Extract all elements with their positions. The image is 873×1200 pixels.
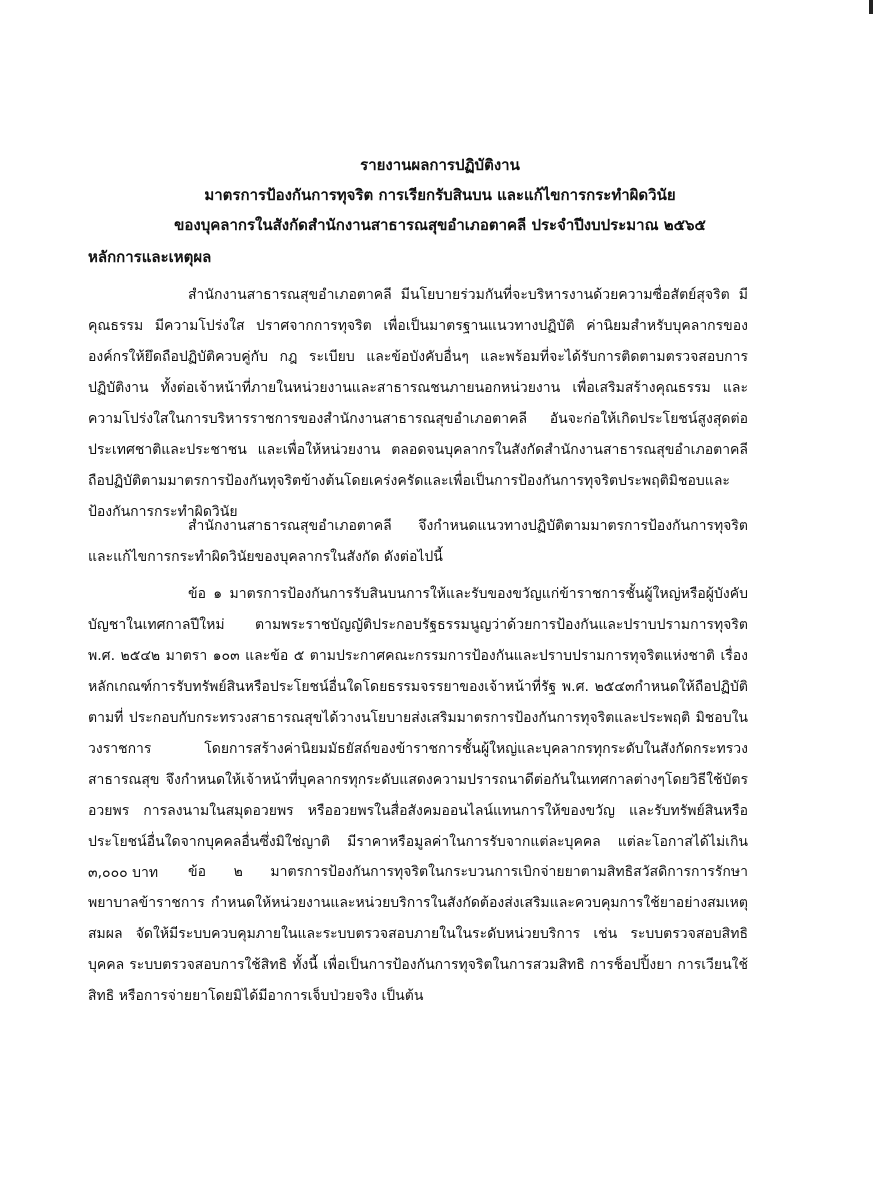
- paragraph-measure-1: ข้อ ๑ มาตรการป้องกันการรับสินบนการให้และรับของขวัญแก่ข้าราชการชั้นผู้ใหญ่หรือผู้บังคับบัญชาในเทศกาลปีใหม่ ตามพระราชบัญญัติประกอบรัฐธรรมนูญว่าด้วยการป้องกันและปราบปรามการทุจริต พ.ศ. ๒๕๔๒ มาตรา ๑๐๓ และข้อ ๕ ตามประกาศคณะกรรมการป้องกันและปราบปรามการทุจริตแห่งชาติ เรื่อง หลักเกณฑ์การรับทรัพย์สินหรือประโยชน์อื่นใดโดยธรรมจรรยาของเจ้าหน้าที่รัฐ พ.ศ. ๒๕๔๓กำหนดให้ถือปฏิบัติตามที่ ประกอบกับกระทรวงสาธารณสุขได้วางนโยบายส่งเสริมมาตรการป้องกันการทุจริตและประพฤติ มิชอบในวงราชการ โดยการสร้างค่านิยมมัธยัสถ์ของข้าราชการชั้นผู้ใหญ่และบุคลากรทุกระดับในสังกัดกระทรวงสาธารณสุข จึงกำหนดให้เจ้าหน้าที่บุคลากรทุกระดับแสดงความปรารถนาดีต่อกันในเทศกาลต่างๆโดยวิธีใช้บัตรอวยพร การลงนามในสมุดอวยพร หรืออวยพรในสื่อสังคมออนไลน์แทนการให้ของขวัญ และรับทรัพย์สินหรือประโยชน์อื่นใดจากบุคคลอื่นซึ่งมิใช่ญาติ มีราคาหรือมูลค่าในการรับจากแต่ละบุคคล แต่ละโอกาสได้ไม่เกิน ๓,๐๐๐ บาท: [88, 586, 748, 881]
- paragraph-guidelines-intro: สำนักงานสาธารณสุขอำเภอตาคลี จึงกำหนดแนวทางปฏิบัติตามมาตรการป้องกันการทุจริตและแก้ไขการกระทำผิดวินัยของบุคลากรในสังกัด ดังต่อไปนี้: [88, 518, 748, 565]
- paragraph-rationale: สำนักงานสาธารณสุขอำเภอตาคลี มีนโยบายร่วมกันที่จะบริหารงานด้วยความซื่อสัตย์สุจริต มีคุณธรรม มีความโปร่งใส ปราศจากการทุจริต เพื่อเป็นมาตรฐานแนวทางปฏิบัติ ค่านิยมสำหรับบุคลากรขององค์กรให้ยึดถือปฏิบัติควบคู่กับ กฎ ระเบียบ และข้อบังคับอื่นๆ และพร้อมที่จะได้รับการติดตามตรวจสอบการปฏิบัติงาน ทั้งต่อเจ้าหน้าที่ภายในหน่วยงานและสาธารณชนภายนอกหน่วยงาน เพื่อเสริมสร้างคุณธรรม และความโปร่งใสในการบริหารราชการของสำนักงานสาธารณสุขอำเภอตาคลี อันจะก่อให้เกิดประโยชน์สูงสุดต่อประเทศชาติและประชาชน และเพื่อให้หน่วยงาน ตลอดจนบุคลากรในสังกัดสำนักงานสาธารณสุขอำเภอตาคลี ถือปฏิบัติตามมาตรการป้องกันทุจริตข้างต้นโดยเคร่งครัดและเพื่อเป็นการป้องกันการทุจริตประพฤติมิชอบและป้องกันการกระทำผิดวินัย: [88, 287, 748, 520]
- title-line-1: รายงานผลการปฏิบัติงาน: [360, 156, 520, 174]
- title-line-3: ของบุคลากรในสังกัดสำนักงานสาธารณสุขอำเภอตาคลี ประจำปีงบประมาณ ๒๕๖๕: [174, 216, 706, 234]
- title-line-2: มาตรการป้องกันการทุจริต การเรียกรับสินบน และแก้ไขการกระทำผิดวินัย: [204, 186, 676, 204]
- section-heading: หลักการและเหตุผล: [88, 248, 212, 266]
- paragraph-measure-2: ข้อ ๒ มาตรการป้องกันการทุจริตในกระบวนการเบิกจ่ายยาตามสิทธิสวัสดิการการรักษาพยาบาลข้าราชการ กำหนดให้หน่วยงานและหน่วยบริการในสังกัดต้องส่งเสริมและควบคุมการใช้ยาอย่างสมเหตุสมผล จัดให้มีระบบควบคุมภายในและระบบตรวจสอบภายในในระดับหน่วยบริการ เช่น ระบบตรวจสอบสิทธิบุคคล ระบบตรวจสอบการใช้สิทธิ ทั้งนี้ เพื่อเป็นการป้องกันการทุจริตในการสวมสิทธิ การช็อปปิ้งยา การเวียนใช้สิทธิ หรือการจ่ายยาโดยมิได้มีอาการเจ็บป่วยจริง เป็นต้น: [88, 864, 748, 1004]
- document-title: [90, 150, 790, 240]
- scan-edge-mark: [869, 0, 873, 14]
